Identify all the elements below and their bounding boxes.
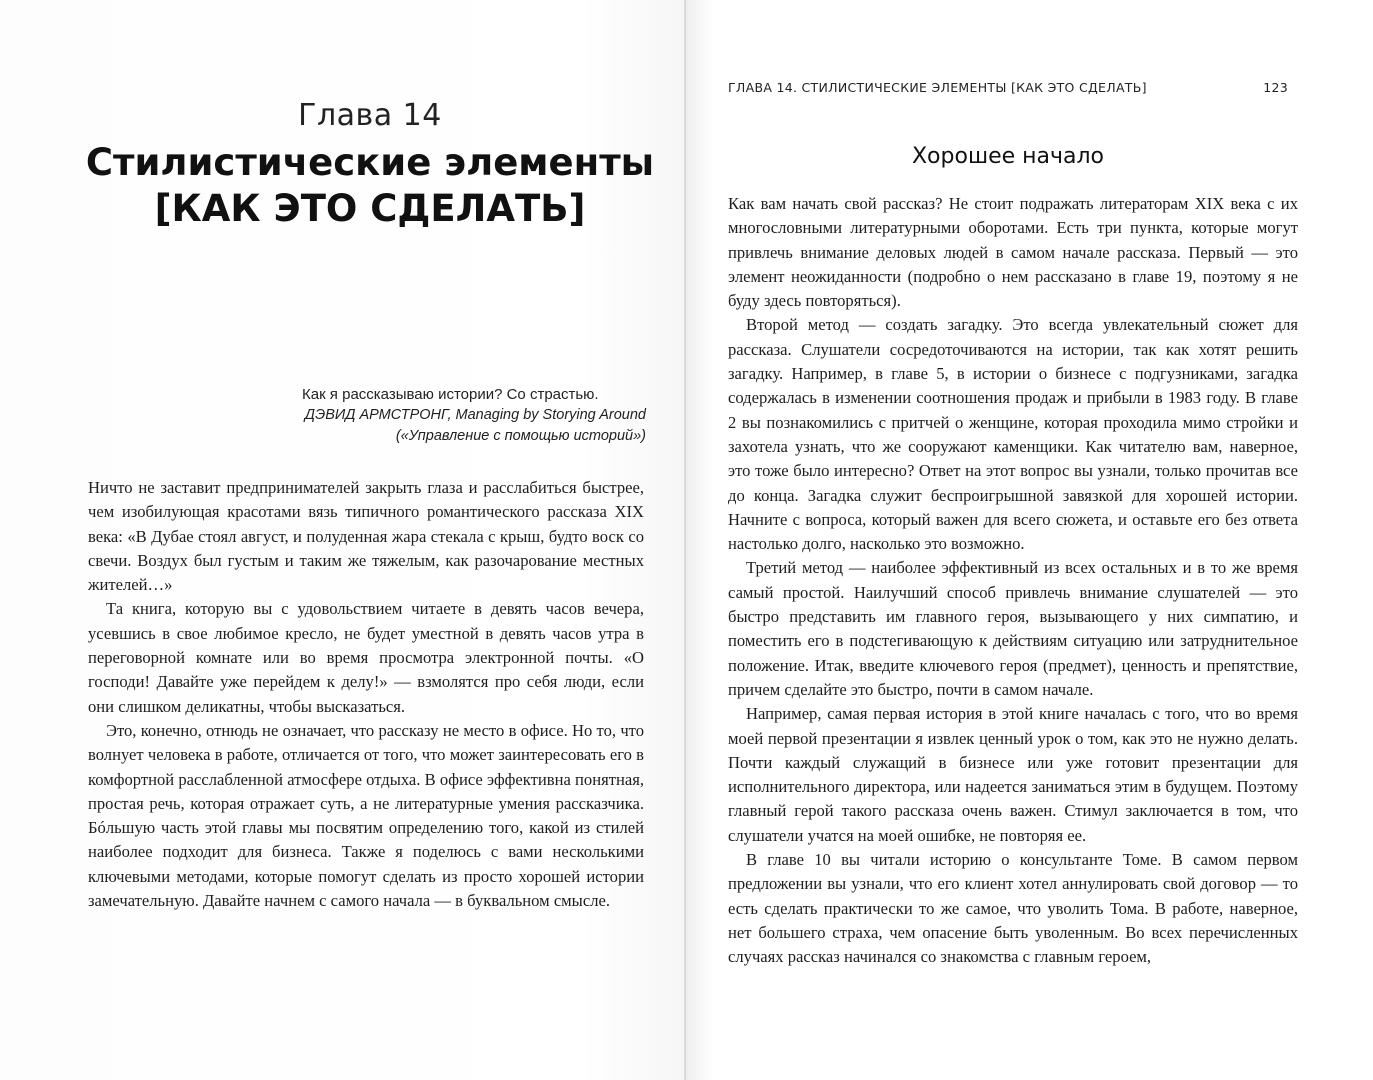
paragraph: В главе 10 вы читали историю о консультанте Томе. В самом первом предложении вы узнали, что его клиент хотел аннулировать свой договор — то есть сделать практически то же самое, что уволить Тома. В работе, наверное, нет большего страха, чем опасение быть уволенным. Во всех перечисленных случаях рассказ начинался со знакомства с главным героем, xyxy=(728,850,1298,967)
paragraph: Третий метод — наиболее эффективный из всех остальных и в то же время самый простой. Наилучший способ привлечь внимание слушателей — это быстро представить им главного героя, вызывающего у них симпатию, и поместить его в подстегивающую к действиям ситуацию или затруднительное положение. Итак, введите ключевого героя (предмет), ценность и препятствие, причем сделайте это быстро, почти в самом начале. xyxy=(728,558,1298,699)
paragraph: Та книга, которую вы с удовольствием читаете в девять часов вечера, усевшись в свое любимое кресло, не будет уместной в девять часов утра в переговорной комнате или во время просмотра электронной почты. «О господи! Давайте уже перейдем к делу!» — взмолятся про себя люди, если они слишком деликатны, чтобы высказаться. xyxy=(88,599,644,716)
paragraph: Второй метод — создать загадку. Это всегда увлекательный сюжет для рассказа. Слушатели сосредоточиваются на истории, так как хотят решить загадку. Например, в главе 5, в истории о бизнесе с подгузниками, загадка содержалась в изменении соотношения продаж и прибыли в 1983 году. В главе 2 вы познакомились с притчей о женщине, которая проходила мимо стройки и захотела узнать, что же сооружают каменщики. Как читателю вам, наверное, это тоже было интересно? Ответ на этот вопрос вы узнали, только прочитав все до конца. Загадка служит беспроигрышной завязкой для хорошей истории. Начните с вопроса, который важен для всего сюжета, и оставьте его без ответа настолько долго, насколько это возможно. xyxy=(728,315,1298,554)
paragraph: Например, самая первая история в этой книге началась с того, что во время моей первой презентации я извлек ценный урок о том, как это не нужно делать. Почти каждый служащий в бизнесе или уже готовит презентации для исполнительного директора, или надеется заниматься этим в будущем. Поэтому главный герой такого рассказа очень важен. Стимул заключается в том, что слушатели учатся на моей ошибке, не повторяя ее. xyxy=(728,704,1298,845)
paragraph: Это, конечно, отнюдь не означает, что рассказу не место в офисе. Но то, что волнует человека в работе, отличается от того, что может заинтересовать его в комфортной расслабленной атмосфере отдыха. В офисе эффективна понятная, простая речь, которая отражает суть, а не литературные умения рассказчика. Бóльшую часть этой главы мы посвятим определению того, какой из стилей наиболее подходит для бизнеса. Также я поделюсь с вами несколькими ключевыми методами, которые помогут сделать из просто хорошей истории замечательную. Давайте начнем с самого начала — в буквальном смысле. xyxy=(88,720,644,911)
section-title: Хорошее начало xyxy=(911,144,1105,169)
chapter-title xyxy=(80,140,660,232)
paragraph: Как вам начать свой рассказ? Не стоит подражать литераторам XIX века с их многословными литературными оборотами. Есть три пункта, которые могут привлечь внимание деловых людей в самом начале рассказа. Первый — это элемент неожиданности (подробно о нем рассказано в главе 19, поэтому я не буду здесь повторяться). xyxy=(728,194,1298,311)
epigraph-quote: Как я рассказываю истории? Со страстью. xyxy=(302,386,599,403)
paragraph: Ничто не заставит предпринимателей закрыть глаза и расслабиться быстрее, чем изобилующая красотами вязь типичного романтического рассказа XIX века: «В Дубае стоял август, и полуденная жара стекала с крыш, будто воск со свечи. Воздух был густым и таким же тяжелым, как разочарование местных жителей…» xyxy=(88,478,644,595)
epigraph-source: («Управление с помощью историй») xyxy=(395,428,646,444)
epigraph xyxy=(270,384,646,447)
left-page xyxy=(0,0,686,1080)
running-head xyxy=(728,80,1288,95)
chapter-title-line2: [КАК ЭТО СДЕЛАТЬ] xyxy=(154,187,586,230)
right-body-text xyxy=(728,192,1298,970)
page-number: 123 xyxy=(1263,80,1288,95)
chapter-number: Глава 14 xyxy=(298,98,442,133)
left-body-text xyxy=(88,476,644,913)
running-head-title: ГЛАВА 14. СТИЛИСТИЧЕСКИЕ ЭЛЕМЕНТЫ [КАК ЭТО СДЕЛАТЬ] xyxy=(728,80,1147,95)
chapter-title-line1: Стилистические элементы xyxy=(85,141,655,184)
epigraph-author: ДЭВИД АРМСТРОНГ, Managing by Storying Around xyxy=(304,407,646,423)
